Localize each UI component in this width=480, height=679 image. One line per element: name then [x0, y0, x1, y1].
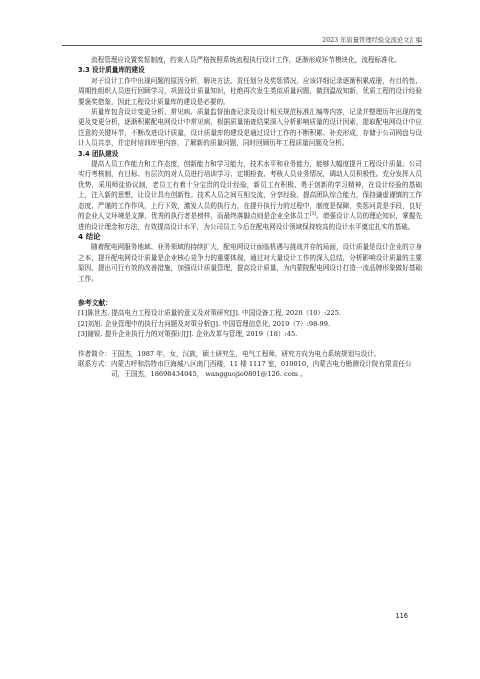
reference-item: [1]陈世杰. 提高电力工程设计质量的意义及对策研究[J]. 中国设备工程, 2020（10）:225.	[78, 309, 341, 318]
section-heading-3-3: 3.3 设计质量库的建设	[78, 66, 145, 75]
section-heading-3-4: 3.4 团队建设	[78, 149, 119, 158]
paragraph-3-4-part-a: 提高人员工作能力和工作态度，创新能力和学习能力，技术水平和业务能力，能够大幅度提升工程设计质量。公司实行考核制，有目标、有层次的对人员进行培训学习、定期检查、考核人员业务情况，调动人员积极性。充分发挥人员优势，采用师徒协议制，老员工有着十分宝贵的设计经验，新员工有积极、勇于创新的学习精神，在设计经验的基础上，注入新的思想，让设计具有创新性。技术人员之间互相交流，分享经验，提高团队综合能力，保持谦虚谨慎的工作态度、严谨的工作作风，上行下效，激发人员的执行力，在提升执行力的过程中，制度是保障，奖惩问责是手段，良好的企业人文环境是支撑，优秀的执行者是榜样，而最终落脚点则是企业全体员工	[78, 160, 422, 221]
header-rule	[62, 45, 422, 46]
paragraph-3-4-part-b: 。增强设计人员的理论知识，掌握先进的设计理念和方法，有效提高设计水平，为公司员工今后在配电网设计领域保持较高的设计水平奠定扎实的基础。	[78, 212, 422, 231]
author-intro-value: 王国杰，1987 年，女，汉族，硕士研究生，电气工程师，研究方向为电力系统规划与设计。	[110, 349, 381, 358]
reference-item: [2]刘旭. 企业管理中的执行力问题及对策分析[J]. 中国管理信息化, 2019（7）:98-99.	[78, 319, 331, 328]
author-contact	[78, 359, 422, 380]
paragraph-3-4	[78, 159, 422, 232]
author-contact-value: 内蒙古呼和浩特市巨海城八区南门西楼，11 楼 1117 室，010010，内蒙古电力勘测设计院有限责任公司，王国杰，18698434045， wangguojie0801@126. com 。	[110, 359, 412, 379]
paragraph-conclusion: 随着配电网服务地域、业务领域的持续扩大，配电网设计面临机遇与挑战并存的局面，设计质量是设计企业的立身之本，提升配电网设计质量是企业核心竞争力的重要体现，通过对大量设计工作的深入总结，分析影响设计质量的主要原因，提出可行有效的改善措施，加强设计质量管理，提高设计质量，为内蒙院配电网设计打造一流品牌形象做好基础工作。	[78, 243, 422, 283]
author-intro	[78, 349, 422, 359]
paragraph-3-3-2: 质量库包含设计变更分析、常见病、质量监督抽查记录及设计相关规范标准汇编等内容，记录并整理历年出现的变更及变更分析，逐渐积累配电网设计中常见病，根据质量抽查结果深入分析影响质量的设计因素，提取配电网设计中应注意的关键环节，不断改进设计质量，设计质量库的建设是通过设计工作的不断积累、补充形成，存储于公司网盘与设计人员共享，并定时培训库里内容，了解新的质量问题，同时回顾历年工程质量问题及分析。	[78, 108, 422, 148]
paragraph-intro: 流程管理应设置奖惩制度，约束人员严格按照系统流程执行设计工作，逐渐形成环节模块化，流程标准化。	[91, 56, 401, 64]
references-title: 参考文献：	[78, 298, 112, 307]
page-number: 116	[395, 612, 408, 620]
section-heading-4: 4 结论	[78, 231, 101, 241]
author-intro-label: 作者简介：	[78, 349, 111, 358]
author-block	[78, 349, 422, 380]
running-header: 2023 年质量管理经验交流论文汇编	[322, 37, 422, 44]
author-contact-label: 联系方式：	[78, 359, 111, 368]
article-body	[78, 55, 422, 380]
citation-marker: [3]	[309, 211, 317, 217]
reference-item: [3]谢锐. 提升企业执行力的对策探讨[J]. 企业改革与管理, 2019（18）:45.	[78, 330, 298, 339]
paragraph-3-3-1: 对于设计工作中出现问题的原因分析，解决方法、责任划分及奖惩情况，应该详细记录逐渐积累成册，有目的性、周期性组织人员进行回顾学习，巩固设计质量知识，杜绝再次发生类似质量问题，做到温故知新，优质工程的设计经验要褒奖借鉴，因此工程设计质量库的建设是必要的。	[78, 76, 422, 106]
